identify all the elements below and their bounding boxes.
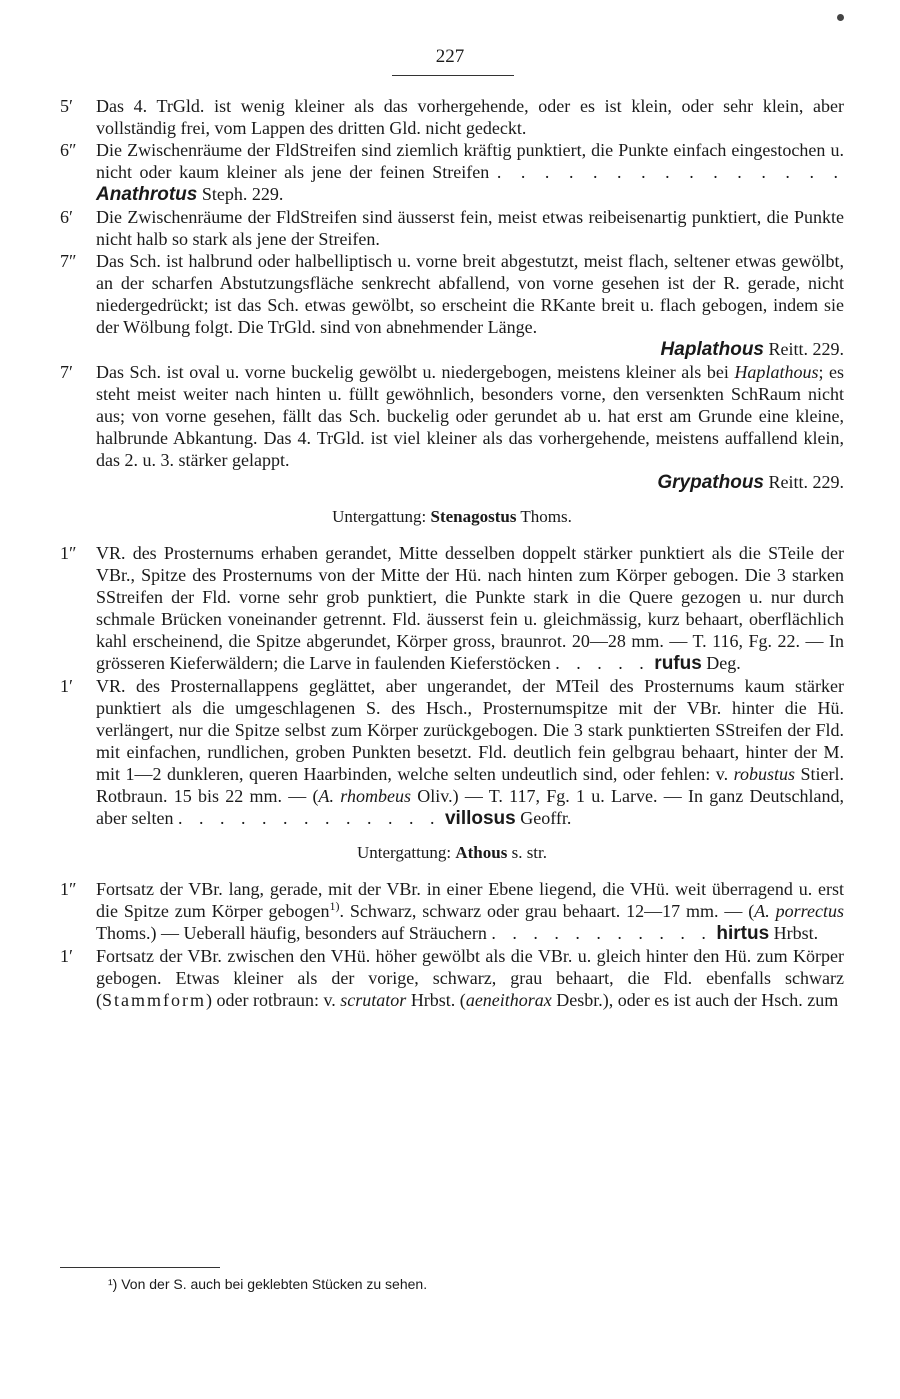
couplet-number: 1′ (60, 946, 73, 966)
entry-text: Desbr.), oder es ist auch der Hsch. zum (556, 990, 839, 1010)
italic-name: A. rhombeus (318, 786, 411, 806)
couplet-number: 1′ (60, 676, 73, 696)
author-ref: s. str. (511, 843, 548, 862)
entry-text: Die Zwischenräume der FldStreifen sind äusserst fein, meist etwas reibeisenartig punktiert, die Punkte nicht halb so stark als jene der Streifen. (96, 207, 844, 249)
italic-name: aeneithorax (465, 990, 552, 1010)
entry-text: Thoms.) — Ueberall häufig, besonders auf Sträuchern (96, 923, 487, 943)
leader-dots: . . . . . . . . . . . . . . . (496, 162, 845, 182)
subgenus-heading (60, 842, 844, 864)
entry-text: ) oder rotbraun: v. (206, 990, 336, 1010)
species-name: villosus (444, 808, 516, 829)
footnote: ¹) Von der S. auch bei geklebten Stücken zu sehen. (108, 1276, 428, 1292)
key-entry-1b-athous (60, 878, 844, 945)
subgenus-heading (60, 506, 844, 528)
leader-dots: . . . . . (555, 653, 650, 673)
author-ref: Reitt. 229. (768, 472, 844, 492)
author-ref: Deg. (706, 653, 741, 673)
couplet-number: 1″ (60, 879, 77, 899)
entry-text: VR. des Prosternums erhaben gerandet, Mitte desselben doppelt stärker punktiert als die STeile der VBr., Spitze des Prosternums von der Mitte der Hü. nach hinten zum Körper gebogen. Die 3 starken SStreifen der Fld. vorne sehr grob punktiert, die Punkte stark in die Quere gezogen u. nur durch schmale Brücken voneinander getrennt. Fld. äusserst fein u. gleichmässig, kurz behaart, oberflächlich kahl erscheinend, die Spitze abgerundet, Körper gross, braunrot. 20—28 mm. — T. 116, Fg. 22. — In grösseren Kieferwäldern; die Larve in faulenden Kieferstöcken (96, 543, 844, 673)
key-entry-1a (60, 675, 844, 830)
entry-text: Hrbst. ( (410, 990, 466, 1010)
entry-text: Die Zwischenräume der FldStreifen sind ziemlich kräftig punktiert, die Punkte einfach eingestochen u. nicht oder kaum kleiner als jene der feinen Streifen (96, 140, 844, 182)
genus-name: Anathrotus (96, 184, 198, 205)
italic-name: robustus (733, 764, 795, 784)
page-number: 227 (435, 46, 465, 67)
italic-name: scrutator (340, 990, 407, 1010)
key-entry-5a (60, 95, 844, 139)
author-ref: Geoffr. (520, 808, 572, 828)
entry-text: ; es steht meist weiter nach hinten u. füllt gewöhnlich, besonders vorne, den versenkten SchRaum nicht aus; von vorne gesehen, fällt das Sch. buckelig oder gerundet ab u. hat erst am Grunde eine kleine, halbrunde Abkantung. Das 4. TrGld. ist viel kleiner als das vorhergehende, meistens auffallend klein, das 2. u. 3. stärker gelappt. (96, 362, 845, 470)
entry-text: Das 4. TrGld. ist wenig kleiner als das vorhergehende, oder es ist klein, oder sehr klein, aber vollständig frei, vom Lappen des dritten Gld. nicht gedeckt. (96, 96, 844, 138)
key-text (60, 95, 844, 1011)
entry-result (96, 338, 844, 361)
species-name: hirtus (716, 923, 770, 944)
leader-dots: . . . . . . . . . . . . . (177, 808, 441, 828)
ink-spot (837, 14, 844, 21)
spaced-term: Stammform (102, 990, 206, 1010)
key-entry-6a (60, 206, 844, 250)
genus-name: Haplathous (660, 339, 764, 360)
couplet-number: 6″ (60, 140, 77, 160)
leader-dots: . . . . . . . . . . . (491, 923, 712, 943)
author-ref: Hrbst. (773, 923, 819, 943)
page-number-rule (392, 75, 514, 76)
key-entry-7a (60, 361, 844, 494)
subgenus-name: Stenagostus (430, 507, 517, 526)
entry-text: Fortsatz der VBr. lang, gerade, mit der VBr. in einer Ebene liegend, die VHü. weit überragend u. erst die Spitze zum Körper gebogen (96, 879, 844, 921)
subgenus-name: Athous (455, 843, 508, 862)
entry-text: Fortsatz der VBr. zwischen den VHü. höher gewölbt als die VBr. u. gleich hinter den Hü. zum Körper gebogen. Etwas kleiner als der vorige, schwarz, grau behaart, die Fld. ebenfalls schwarz ( (96, 946, 844, 1010)
couplet-number: 7′ (60, 362, 73, 382)
author-ref: Reitt. 229. (768, 339, 844, 359)
key-entry-1b (60, 542, 844, 675)
couplet-number: 5′ (60, 96, 73, 116)
couplet-number: 1″ (60, 543, 77, 563)
author-ref: Thoms. (520, 507, 572, 526)
author-ref: Steph. 229. (201, 184, 284, 204)
entry-result (96, 471, 844, 494)
entry-text: Stierl. Rotbraun. 15 bis 22 mm. — ( (96, 764, 844, 806)
key-entry-6b (60, 139, 844, 206)
key-entry-1a-athous (60, 945, 844, 1011)
genus-name: Grypathous (657, 472, 764, 493)
footnote-rule (60, 1267, 220, 1268)
italic-name: Haplathous (734, 362, 819, 382)
entry-text: Oliv.) — T. 117, Fg. 1 u. Larve. — In ganz Deutschland, aber selten (96, 786, 845, 828)
couplet-number: 7″ (60, 251, 77, 271)
footnote-marker: 1) (329, 899, 340, 913)
subgenus-label: Untergattung: (332, 507, 427, 526)
entry-text: . Schwarz, schwarz oder grau behaart. 12—17 mm. — ( (339, 901, 755, 921)
key-entry-7b (60, 250, 844, 361)
species-name: rufus (654, 653, 702, 674)
italic-name: A. porrectus (754, 901, 844, 921)
entry-text: VR. des Prosternallappens geglättet, aber ungerandet, der MTeil des Prosternums kaum stärker punktiert als die umgeschlagenen S. des Hsch., Prosternumspitze mit der VBr. hinter die Hü. verlängert, nur die Spitze selbst zum Körper zurückgebogen. Die 3 stark punktierten SStreifen der Fld. mit einfachen, rundlichen, groben Punkten besetzt. Fld. deutlich fein gelbgrau behaart, hinter der M. mit 1—2 dunkleren, queren Haarbinden, welche selten undeutlich sind, oder fehlen: v. (96, 676, 844, 784)
subgenus-label: Untergattung: (356, 843, 452, 862)
couplet-number: 6′ (60, 207, 73, 227)
entry-text: Das Sch. ist oval u. vorne buckelig gewölbt u. niedergebogen, meistens kleiner als bei (96, 362, 729, 382)
entry-text: Das Sch. ist halbrund oder halbelliptisch u. vorne breit abgestutzt, meist flach, seltener etwas gewölbt, an der scharfen Abstutzungsfläche senkrecht abfallend, von vorne gesehen ist der R. gerade, nicht niedergedrückt; ist das Sch. etwas gewölbt, so erscheint die RKante breit u. flach gebogen, indem sie der Wölbung folgt. Die TrGld. sind von abnehmender Länge. (96, 251, 844, 337)
